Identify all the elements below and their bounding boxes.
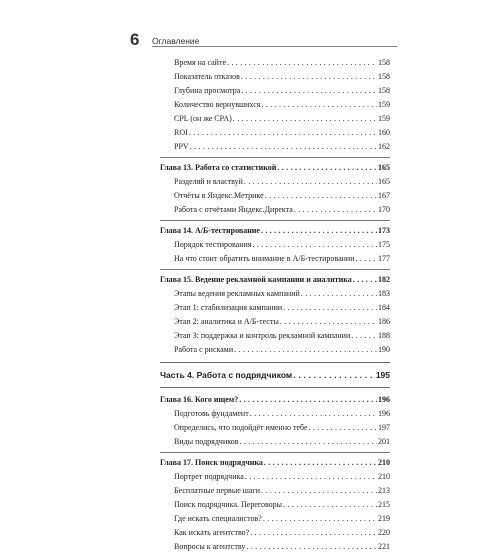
section-divider [160,220,390,221]
toc-entry [160,512,390,526]
toc-chapter-page: 210 [378,458,390,467]
toc-entry-page: 177 [378,254,390,263]
dot-leader [277,161,377,175]
toc-entry [160,526,390,540]
toc-entry [160,70,390,84]
toc-entry-title: CPL (он же CPA) [174,114,232,123]
dot-leader [309,421,377,435]
toc-entry [160,329,390,343]
dot-leader [246,540,377,554]
toc-part-title: Часть 4. Работа с подрядчиком [160,370,293,380]
page-number: 6 [130,30,140,49]
dot-leader [244,175,377,189]
dot-leader [283,498,377,512]
toc-entry-title: Этап 3: поддержка и контроль рекламной кампании [174,331,351,340]
toc-entry [160,301,390,315]
toc-entry-page: 221 [378,542,390,551]
toc-entry [160,287,390,301]
toc-entry [160,470,390,484]
dot-leader [252,238,377,252]
dot-leader [351,329,377,343]
dot-leader [261,484,377,498]
toc-entry [160,175,390,189]
toc-chapter-page: 165 [378,163,390,172]
toc-entry-page: 175 [378,240,390,249]
toc-entry-title: Поиск подрядчика. Переговоры [174,500,283,509]
toc-entry [160,421,390,435]
toc-chapter-title: Глава 14. А/Б-тестирование [160,226,260,235]
toc-entry-page: 158 [378,58,390,67]
toc-chapter-title: Глава 13. Работа со статистикой [160,163,277,172]
toc-entry-title: На что стоит обратить внимание в А/Б-тестировании [174,254,355,263]
dot-leader [301,287,377,301]
toc-entry-page: 186 [378,317,390,326]
toc-entry-title: Порядок тестирования [174,240,252,249]
toc-entry-title: ROI [174,128,188,137]
toc-entry-page: 201 [378,437,390,446]
toc-entry [160,238,390,252]
part-divider [160,362,390,363]
toc-entry-title: Определись, что подойдёт именно тебе [174,423,308,432]
toc-entry-title: Как искать агентство? [174,528,250,537]
dot-leader [227,56,377,70]
running-header-title: Оглавление [152,36,200,46]
toc-entry-title: Этап 1: стабилизация кампании [174,303,283,312]
toc-chapter-title: Глава 15. Ведение рекламной кампании и аналитика [160,275,352,284]
toc-entry-page: 159 [378,114,390,123]
toc-chapter [160,273,390,287]
dot-leader [261,98,377,112]
dot-leader [189,126,377,140]
table-of-contents [160,56,390,554]
toc-entry [160,84,390,98]
dot-leader [294,203,377,217]
toc-entry [160,203,390,217]
dot-leader [250,407,377,421]
toc-entry-title: Вопросы к агентству [174,542,246,551]
toc-entry-title: Подготовь фундамент [174,409,249,418]
dot-leader [353,273,377,287]
dot-leader [190,140,377,154]
toc-chapter-page: 182 [378,275,390,284]
toc-entry-title: Где искать специалистов? [174,514,262,523]
toc-chapter-title: Глава 17. Поиск подрядчика [160,458,263,467]
toc-entry-title: Этап 2: аналитика и А/Б-тесты [174,317,279,326]
toc-chapter [160,456,390,470]
toc-entry-page: 196 [378,409,390,418]
toc-part-page: 195 [375,370,390,380]
dot-leader [280,315,377,329]
toc-entry-title: Виды подрядчиков [174,437,239,446]
dot-leader [250,526,377,540]
toc-entry-page: 159 [378,100,390,109]
toc-entry-title: Глубина просмотра [174,86,241,95]
dot-leader [283,301,377,315]
header-divider [152,46,397,47]
toc-chapter [160,161,390,175]
section-divider [160,452,390,453]
toc-part [160,368,390,382]
toc-entry [160,140,390,154]
toc-entry [160,484,390,498]
section-divider [160,157,390,158]
toc-entry [160,407,390,421]
toc-chapter-title: Глава 16. Кого ищем? [160,395,239,404]
toc-chapter-page: 196 [378,395,390,404]
toc-entry-page: 162 [378,142,390,151]
toc-entry-title: PPV [174,142,189,151]
toc-entry-page: 220 [378,528,390,537]
toc-chapter [160,224,390,238]
dot-leader [241,70,377,84]
toc-entry-title: Работа с рисками [174,345,234,354]
toc-entry-page: 210 [378,472,390,481]
toc-entry [160,435,390,449]
toc-entry [160,56,390,70]
toc-entry-page: 197 [378,423,390,432]
toc-entry [160,112,390,126]
toc-entry-page: 215 [378,500,390,509]
dot-leader [355,252,377,266]
toc-entry [160,98,390,112]
toc-entry-title: Бесплатные первые шаги [174,486,261,495]
toc-entry-page: 213 [378,486,390,495]
toc-entry-title: Работа с отчётами Яндекс.Директа [174,205,293,214]
toc-entry [160,126,390,140]
toc-entry-page: 183 [378,289,390,298]
toc-entry [160,540,390,554]
toc-entry [160,498,390,512]
toc-entry-page: 219 [378,514,390,523]
dot-leader [261,224,377,238]
toc-entry-page: 188 [378,331,390,340]
dot-leader [293,368,375,382]
dot-leader [245,470,377,484]
dot-leader [264,456,377,470]
toc-entry-title: Время на сайте [174,58,226,67]
toc-entry [160,252,390,266]
toc-entry-page: 158 [378,86,390,95]
section-divider [160,269,390,270]
dot-leader [265,189,377,203]
toc-entry-page: 160 [378,128,390,137]
part-divider [160,387,390,388]
dot-leader [239,393,377,407]
dot-leader [241,84,377,98]
toc-entry-title: Разделяй и властвуй [174,177,243,186]
toc-entry-page: 190 [378,345,390,354]
toc-entry-page: 167 [378,191,390,200]
dot-leader [233,112,377,126]
toc-entry [160,315,390,329]
toc-entry-title: Этапы ведения рекламных кампаний [174,289,300,298]
toc-entry-title: Отчёты в Яндекс.Метрике [174,191,264,200]
dot-leader [240,435,378,449]
toc-entry-page: 158 [378,72,390,81]
toc-entry-page: 165 [378,177,390,186]
dot-leader [234,343,377,357]
toc-entry [160,343,390,357]
toc-chapter [160,393,390,407]
toc-entry-title: Количество вернувшихся [174,100,261,109]
toc-entry [160,189,390,203]
toc-entry-title: Показатель отказов [174,72,240,81]
toc-entry-page: 170 [378,205,390,214]
dot-leader [263,512,377,526]
toc-entry-title: Портрет подрядчика [174,472,244,481]
toc-chapter-page: 173 [378,226,390,235]
toc-entry-page: 184 [378,303,390,312]
